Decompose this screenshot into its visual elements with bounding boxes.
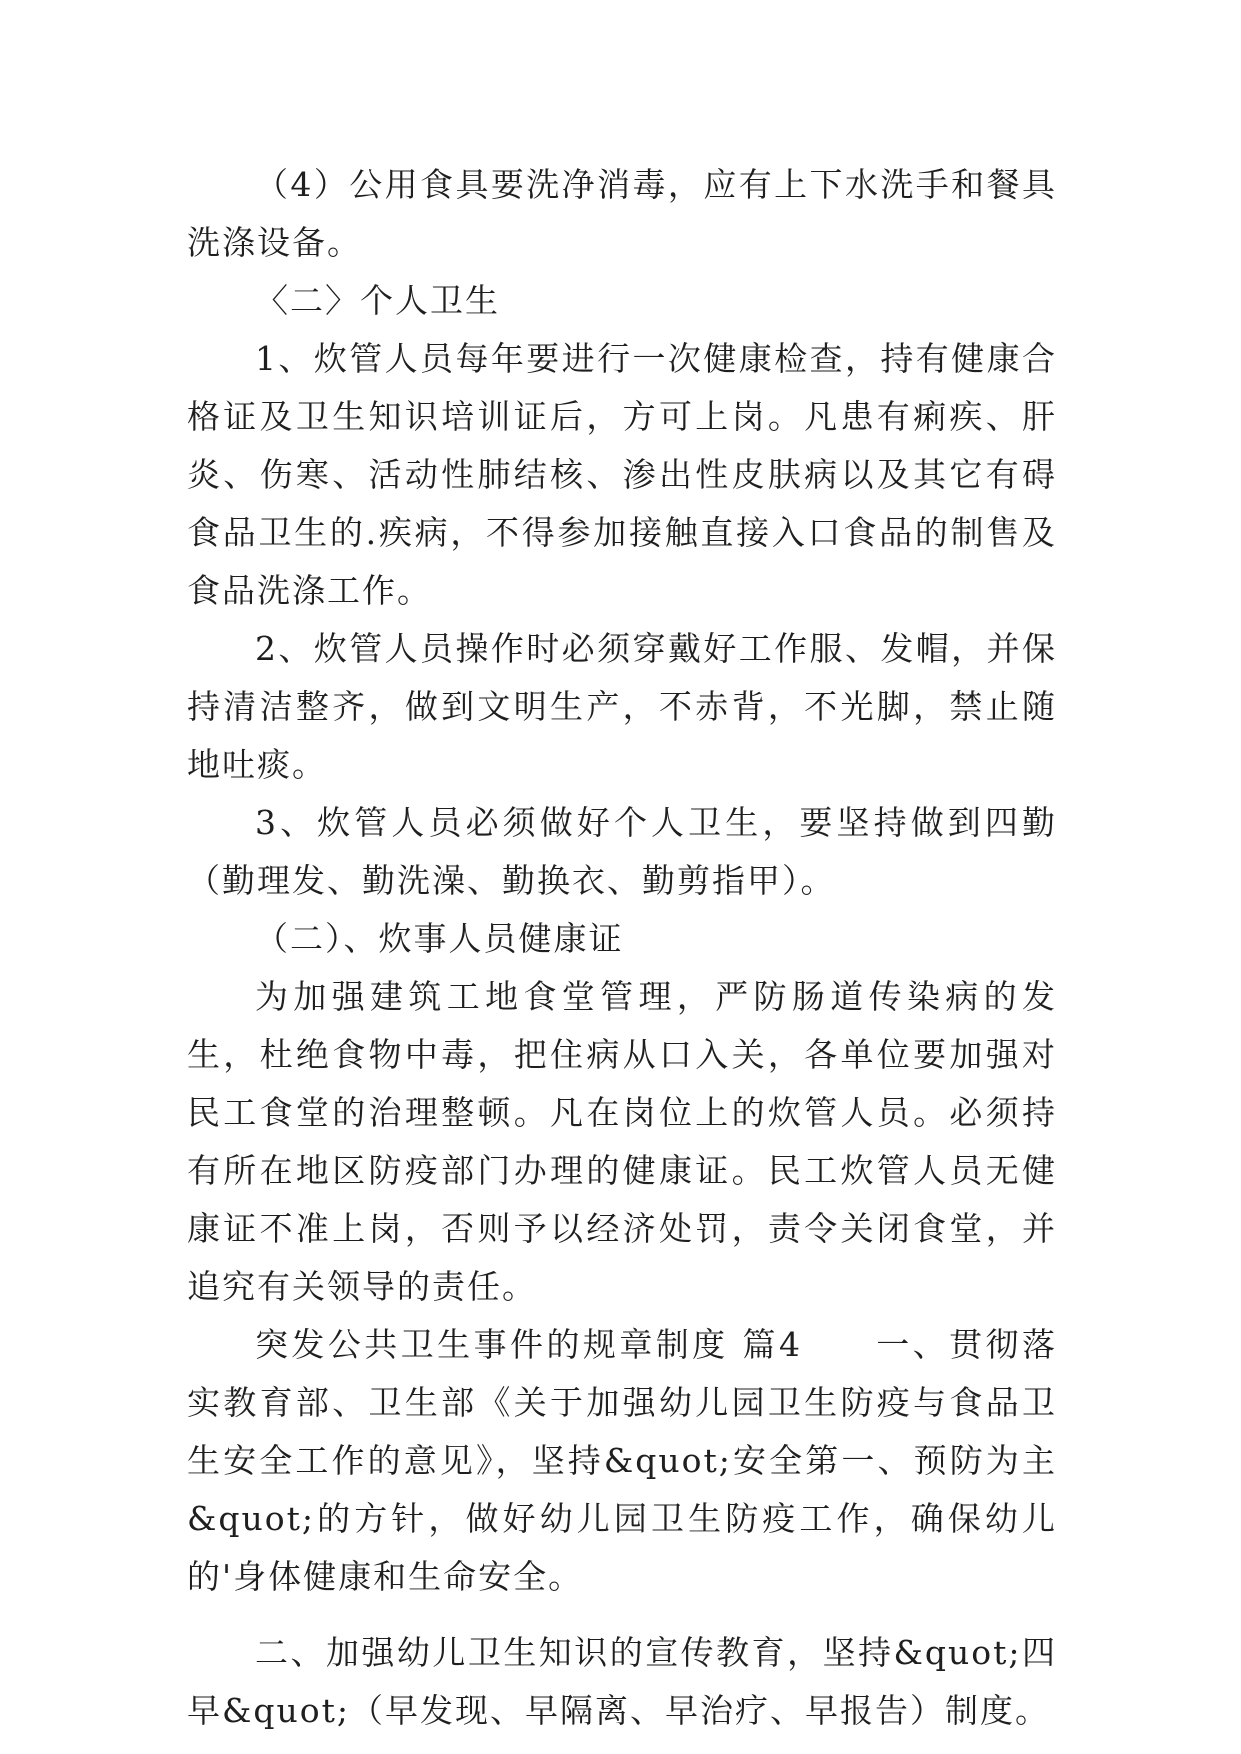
paragraph-four-diligences: 3、炊管人员必须做好个人卫生，要坚持做到四勤（勤理发、勤洗澡、勤换衣、勤剪指甲）。	[187, 803, 1057, 900]
paragraph-four-early-system: 二、加强幼儿卫生知识的宣传教育，坚持&quot;四早&quot;（早发现、早隔离、早治疗、早报告）制度。	[187, 1633, 1057, 1730]
document-body	[187, 156, 1057, 1740]
paragraph-tableware-disinfection: （4）公用食具要洗净消毒，应有上下水洗手和餐具洗涤设备。	[187, 165, 1057, 262]
paragraph-health-check: 1、炊管人员每年要进行一次健康检查，持有健康合格证及卫生知识培训证后，方可上岗。凡患有痢疾、肝炎、伤寒、活动性肺结核、渗出性皮肤病以及其它有碍食品卫生的.疾病，不得参加接触直接入口食品的制售及食品洗涤工作。	[187, 339, 1057, 610]
heading-personal-hygiene: 〈二〉个人卫生	[255, 281, 500, 320]
paragraph-article-4-policy: 突发公共卫生事件的规章制度 篇4 一、贯彻落实教育部、卫生部《关于加强幼儿园卫生防疫与食品卫生安全工作的意见》，坚持&quot;安全第一、预防为主&quot;的方针，做好幼儿园卫生防疫工作，确保幼儿的'身体健康和生命安全。	[187, 1325, 1057, 1596]
paragraph-canteen-management: 为加强建筑工地食堂管理，严防肠道传染病的发生，杜绝食物中毒，把住病从口入关，各单位要加强对民工食堂的治理整顿。凡在岗位上的炊管人员。必须持有所在地区防疫部门办理的健康证。民工炊管人员无健康证不准上岗，否则予以经济处罚，责令关闭食堂，并追究有关领导的责任。	[187, 977, 1057, 1306]
paragraph-work-clothes: 2、炊管人员操作时必须穿戴好工作服、发帽，并保持清洁整齐，做到文明生产，不赤背，不光脚，禁止随地吐痰。	[187, 629, 1057, 784]
heading-health-certificate: （二）、炊事人员健康证	[255, 919, 624, 958]
